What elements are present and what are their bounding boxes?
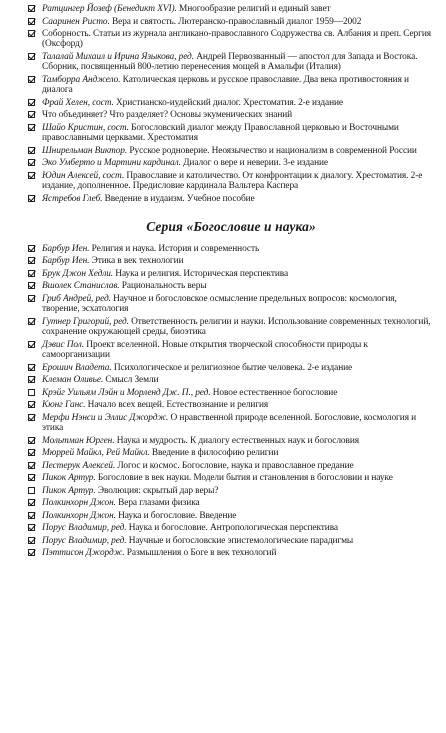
catalog-entry <box>28 486 434 496</box>
entry-title: Вера глазами физика <box>115 498 200 509</box>
catalog-list-dialogue <box>28 4 434 204</box>
checked-checkbox-icon[interactable] <box>28 401 35 408</box>
catalog-entry <box>28 17 434 27</box>
entry-author: Порус Владимир, ред. <box>42 523 127 534</box>
catalog-entry <box>28 473 434 483</box>
checked-checkbox-icon[interactable] <box>28 524 35 531</box>
entry-author: Талалай Михаил и Ирина Языкова, ред. <box>42 51 194 62</box>
entry-title: Богословие в век науки. Модели бытия и становления в богословии и науке <box>95 473 393 484</box>
catalog-entry <box>28 194 434 204</box>
entry-title: Христианско-иудейский диалог. Хрестоматия. 2-е издание <box>113 97 343 108</box>
entry-title: Логос и космос. Богословие, наука и православное предание <box>115 460 354 471</box>
entry-author: Фрай Хелен, сост. <box>42 97 114 108</box>
entry-author: Тамборра Анджело. <box>42 74 121 85</box>
checked-checkbox-icon[interactable] <box>28 376 35 383</box>
catalog-entry <box>28 413 434 434</box>
catalog-entry <box>28 98 434 108</box>
entry-author: Брук Джон Хедли. <box>42 268 114 279</box>
checked-checkbox-icon[interactable] <box>28 295 35 302</box>
catalog-entry <box>28 448 434 458</box>
checked-checkbox-icon[interactable] <box>28 159 35 166</box>
catalog-entry <box>28 244 434 254</box>
entry-title: Эволюция: скрытый дар веры? <box>95 485 219 496</box>
checked-checkbox-icon[interactable] <box>28 195 35 202</box>
entry-title: Ответственность религии и науки. Использование современных технологий, сохранение окружающей среды, биоэтика <box>42 316 431 338</box>
entry-author: Ерошич Владета. <box>42 362 112 373</box>
checked-checkbox-icon[interactable] <box>28 30 35 37</box>
entry-title: Русское родноверие. Неоязычество и национализм в современной России <box>127 145 417 156</box>
catalog-entry <box>28 523 434 533</box>
entry-title: Психологическое и религиозное бытие человека. 2-е издание <box>111 362 353 373</box>
entry-author: Пестерук Алексей. <box>42 460 116 471</box>
entry-title: Диалог о вере и неверии. 3-е издание <box>180 158 328 169</box>
checked-checkbox-icon[interactable] <box>28 124 35 131</box>
entry-title: Введение в философию религии <box>149 448 279 459</box>
entry-author: Шайо Кристин, сост. <box>42 122 129 133</box>
entry-title: Андрей Первозванный — апостол для Запада и Востока. Сборник, посвященный 800-летию перенесения мощей в Амальфи (Италия) <box>42 51 418 73</box>
checked-checkbox-icon[interactable] <box>28 341 35 348</box>
entry-author: Кюнг Ганс. <box>42 400 86 411</box>
catalog-entry <box>28 340 434 361</box>
catalog-entry <box>28 281 434 291</box>
entry-title: Наука и религия. Историческая перспектива <box>113 268 289 279</box>
catalog-entry <box>28 52 434 73</box>
entry-title: Наука и богословие. Введение <box>115 510 237 521</box>
checked-checkbox-icon[interactable] <box>28 449 35 456</box>
catalog-entry <box>28 146 434 156</box>
entry-title: Смысл Земли <box>103 375 159 386</box>
entry-author: Ястребов Глеб. <box>42 193 103 204</box>
catalog-entry <box>28 256 434 266</box>
entry-author: Пэттисон Джордж. <box>42 548 125 559</box>
catalog-entry <box>28 388 434 398</box>
entry-author: Гриб Андрей, ред. <box>42 293 111 304</box>
empty-checkbox-icon[interactable] <box>28 487 35 494</box>
checked-checkbox-icon[interactable] <box>28 76 35 83</box>
catalog-entry <box>28 400 434 410</box>
entry-author: Мерфи Нэнси и Эллис Джордж. <box>42 412 169 423</box>
entry-title: Наука и богословие. Антропологическая перспектива <box>126 523 338 534</box>
checked-checkbox-icon[interactable] <box>28 512 35 519</box>
catalog-list-theology-science <box>28 244 434 559</box>
entry-author: Мюррей Майкл, Рей Майкл. <box>42 448 150 459</box>
entry-title: Этика в век технологии <box>89 256 184 267</box>
checked-checkbox-icon[interactable] <box>28 270 35 277</box>
empty-checkbox-icon[interactable] <box>28 389 35 396</box>
checked-checkbox-icon[interactable] <box>28 282 35 289</box>
entry-author: Полкинхорн Джон. <box>42 498 116 509</box>
catalog-entry <box>28 317 434 338</box>
entry-title: Наука и мудрость. К диалогу естественных наук и богословия <box>114 435 359 446</box>
entry-author: Крэйг Уильям Лэйн и Морленд Дж. П., ред. <box>42 387 211 398</box>
catalog-entry <box>28 548 434 558</box>
checked-checkbox-icon[interactable] <box>28 111 35 118</box>
checked-checkbox-icon[interactable] <box>28 537 35 544</box>
checked-checkbox-icon[interactable] <box>28 147 35 154</box>
catalog-entry <box>28 498 434 508</box>
entry-title: Католическая церковь и русское православие. Два века противостояния и диалога <box>42 74 409 96</box>
entry-title: Начало всех вещей. Естествознание и религия <box>85 400 269 411</box>
entry-author: Клеман Оливье. <box>42 375 104 386</box>
catalog-entry <box>28 4 434 14</box>
entry-author: Порус Владимир, ред. <box>42 535 127 546</box>
checked-checkbox-icon[interactable] <box>28 172 35 179</box>
catalog-entry <box>28 29 434 50</box>
entry-author: Пикок Артур. <box>42 473 96 484</box>
catalog-entry <box>28 461 434 471</box>
entry-author: Мольтман Юрген. <box>42 435 115 446</box>
entry-title: Новое естественное богословие <box>210 387 338 398</box>
checked-checkbox-icon[interactable] <box>28 499 35 506</box>
entry-title: Научное и богословское осмысление предельных вопросов: космология, творение, эсхатология <box>42 293 397 315</box>
catalog-entry <box>28 363 434 373</box>
checked-checkbox-icon[interactable] <box>28 414 35 421</box>
checked-checkbox-icon[interactable] <box>28 5 35 12</box>
entry-title: Богословский диалог между Православной церковью и Восточными православными церквами. Хрестоматия <box>42 122 399 144</box>
entry-title: Введение в иудаизм. Учебное пособие <box>102 193 255 204</box>
entry-title: Проект вселенной. Новые открытия творческой способности природы к самоорганизации <box>42 339 368 361</box>
checked-checkbox-icon[interactable] <box>28 99 35 106</box>
checked-checkbox-icon[interactable] <box>28 364 35 371</box>
entry-author: Юдин Алексей, сост. <box>42 170 125 181</box>
checked-checkbox-icon[interactable] <box>28 462 35 469</box>
checked-checkbox-icon[interactable] <box>28 474 35 481</box>
entry-author: Дэвис Пол. <box>42 339 85 350</box>
checked-checkbox-icon[interactable] <box>28 245 35 252</box>
checked-checkbox-icon[interactable] <box>28 437 35 444</box>
checked-checkbox-icon[interactable] <box>28 549 35 556</box>
checked-checkbox-icon[interactable] <box>28 257 35 264</box>
catalog-entry <box>28 123 434 144</box>
entry-author: Полкинхорн Джон. <box>42 510 116 521</box>
entry-author: Барбур Иен. <box>42 256 90 267</box>
checked-checkbox-icon[interactable] <box>28 53 35 60</box>
catalog-entry <box>28 110 434 120</box>
entry-title: Религия и наука. История и современность <box>89 243 260 254</box>
catalog-entry <box>28 171 434 192</box>
entry-author: Шнирельман Виктор. <box>42 145 128 156</box>
entry-title: Соборность. Статьи из журнала англикано-православного Содружества св. Албания и преп. Сергия (Оксфорд) <box>42 29 432 50</box>
series-title: Серия «Богословие и наука» <box>146 218 316 234</box>
entry-title: О нравственной природе вселенной. Богословие, космология и этика <box>42 412 417 434</box>
entry-title: Что объединяет? Что разделяет? Основы экуменических знаний <box>42 110 293 121</box>
catalog-entry <box>28 158 434 168</box>
catalog-entry <box>28 75 434 96</box>
entry-author: Эко Умберто и Мартини кардинал. <box>42 158 181 169</box>
catalog-entry <box>28 375 434 385</box>
entry-title: Научные и богословские эпистемологические парадигмы <box>126 535 354 546</box>
entry-author: Вшолек Станислав. <box>42 281 120 292</box>
catalog-entry <box>28 436 434 446</box>
entry-author: Ратцингер Йозеф (Бенедикт XVI). <box>42 4 177 14</box>
entry-title: Многообразие религий и единый завет <box>176 4 331 14</box>
catalog-entry <box>28 536 434 546</box>
entry-author: Гутнер Григорий, ред. <box>42 316 129 327</box>
entry-title: Вера и святость. Лютеранско-православный диалог 1959—2002 <box>109 16 362 27</box>
entry-author: Сааринен Ристо. <box>42 16 110 27</box>
catalog-entry <box>28 269 434 279</box>
checked-checkbox-icon[interactable] <box>28 18 35 25</box>
catalog-entry <box>28 294 434 315</box>
entry-title: Православие и католичество. От конфронтации к диалогу. Хрестоматия. 2-е издание, дополненное. Предисловие кардинала Вальтера Каспера <box>42 170 423 192</box>
entry-title: Рациональность веры <box>119 281 207 292</box>
checked-checkbox-icon[interactable] <box>28 318 35 325</box>
entry-author: Пикок Артур. <box>42 485 96 496</box>
entry-title: Размышления о Боге в век технологий <box>124 548 277 559</box>
catalog-entry <box>28 511 434 521</box>
entry-author: Барбур Иен. <box>42 243 90 254</box>
